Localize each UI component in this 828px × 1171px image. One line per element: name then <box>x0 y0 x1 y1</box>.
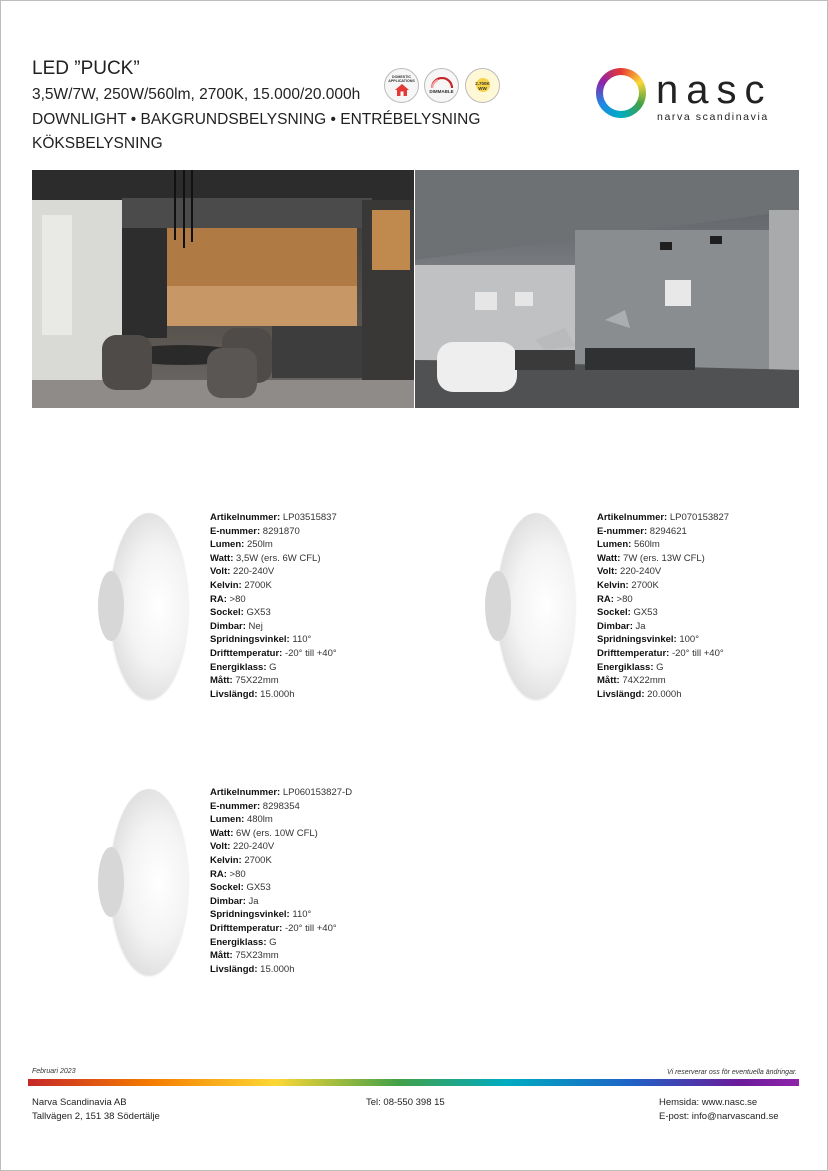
spec-value: 7W (ers. 13W CFL) <box>623 552 705 564</box>
publication-date: Februari 2023 <box>32 1068 76 1075</box>
spec-row <box>210 552 337 566</box>
spec-row <box>210 620 337 634</box>
spec-value: GX53 <box>633 607 658 619</box>
logo-subtitle: narva scandinavia <box>657 111 769 123</box>
spec-value: 75X23mm <box>235 950 279 962</box>
spec-row <box>597 538 729 552</box>
spec-value: 8291870 <box>262 525 300 537</box>
spec-value: >80 <box>229 868 246 880</box>
spec-row <box>210 593 337 607</box>
spec-key: Kelvin: <box>210 579 242 591</box>
spec-value: 560lm <box>633 539 660 551</box>
spec-key: Livslängd: <box>210 963 258 975</box>
spec-row <box>210 661 337 675</box>
website-link[interactable]: Hemsida: www.nasc.se <box>659 1097 758 1108</box>
contact-links <box>659 1096 778 1124</box>
spec-key: Sockel: <box>210 607 244 619</box>
spec-key: Drifttemperatur: <box>597 647 670 659</box>
spec-value: G <box>269 661 277 673</box>
product-spec-list <box>210 511 337 701</box>
kitchen-illustration <box>32 170 414 408</box>
led-puck-product-image <box>110 513 188 699</box>
spec-value: LP070153827 <box>669 512 730 523</box>
spec-row <box>210 908 352 922</box>
product-spec-list <box>210 786 352 976</box>
spec-row <box>210 936 352 950</box>
spec-value: LP03515837 <box>282 512 337 523</box>
spec-key: Livslängd: <box>210 688 258 700</box>
spec-value: Ja <box>248 895 259 907</box>
page-title: LED ”PUCK” <box>32 58 140 79</box>
spec-key: Mått: <box>210 675 233 687</box>
spec-key: RA: <box>210 593 227 605</box>
spec-row <box>210 854 352 868</box>
living-room-illustration <box>415 170 799 408</box>
spec-row <box>210 881 352 895</box>
warm-white-badge <box>465 68 500 103</box>
spec-key: Volt: <box>597 566 618 578</box>
spec-row <box>210 963 352 977</box>
spec-key: Watt: <box>597 552 621 564</box>
spec-row <box>210 538 337 552</box>
spec-key: Kelvin: <box>597 579 629 591</box>
dimmable-badge <box>424 68 459 103</box>
spec-key: Spridningsvinkel: <box>210 909 290 921</box>
spec-key: Livslängd: <box>597 688 645 700</box>
spec-value: 8294621 <box>649 525 687 537</box>
spec-key: Watt: <box>210 827 234 839</box>
spec-value: 250lm <box>246 539 273 551</box>
living-room-photo <box>415 170 799 408</box>
spec-value: 2700K <box>631 579 659 591</box>
spec-key: RA: <box>210 868 227 880</box>
spec-key: Lumen: <box>210 814 245 826</box>
spec-key: Watt: <box>210 552 234 564</box>
street-address: Tallvägen 2, 151 38 Södertälje <box>32 1111 160 1122</box>
badge-label: DIMMABLE <box>429 89 454 94</box>
spec-row <box>210 895 352 909</box>
spec-row <box>210 800 352 814</box>
spec-row <box>597 661 729 675</box>
spec-value: 110° <box>292 634 312 646</box>
spec-key: Lumen: <box>597 539 632 551</box>
spec-value: G <box>269 936 277 948</box>
spec-key: Volt: <box>210 566 231 578</box>
spec-value: 8298354 <box>262 800 300 812</box>
spec-row <box>210 633 337 647</box>
spec-value: -20° till +40° <box>284 922 337 934</box>
spec-value: 220-240V <box>233 566 275 578</box>
spec-value: 100° <box>679 634 700 646</box>
spec-key: Energiklass: <box>597 661 654 673</box>
spec-value: Ja <box>635 620 646 632</box>
spec-key: Mått: <box>597 675 620 687</box>
spec-value: G <box>656 661 664 673</box>
spec-value: GX53 <box>246 607 271 619</box>
spec-row <box>210 525 337 539</box>
led-puck-product-image <box>110 789 188 975</box>
spec-row <box>597 633 729 647</box>
spec-value: >80 <box>229 593 246 605</box>
rainbow-divider <box>28 1079 799 1086</box>
spec-key: Energiklass: <box>210 661 267 673</box>
logo-wordmark: nasc <box>656 68 773 112</box>
spec-row <box>597 688 729 702</box>
product-spec-list <box>597 511 729 701</box>
dimmable-icon <box>430 77 454 89</box>
page-subtitle: 3,5W/7W, 250W/560lm, 2700K, 15.000/20.000h <box>32 86 361 103</box>
spec-row <box>210 949 352 963</box>
spec-value: 15.000h <box>260 688 295 700</box>
logo-ring-icon <box>596 68 646 118</box>
spec-key: Drifttemperatur: <box>210 922 283 934</box>
spec-row <box>210 813 352 827</box>
spec-row <box>210 922 352 936</box>
spec-value: 74X22mm <box>622 675 666 687</box>
disclaimer: Vi reserverar oss för eventuella ändringar. <box>667 1069 797 1076</box>
spec-row <box>597 606 729 620</box>
spec-key: Dimbar: <box>597 620 633 632</box>
spec-value: 2700K <box>244 579 272 591</box>
spec-value: -20° till +40° <box>671 647 724 659</box>
spec-key: E-nummer: <box>210 800 261 812</box>
spec-key: Sockel: <box>210 882 244 894</box>
spec-key: Spridningsvinkel: <box>210 634 290 646</box>
spec-row <box>210 868 352 882</box>
spec-row <box>210 647 337 661</box>
spec-key: Kelvin: <box>210 854 242 866</box>
spec-row <box>597 565 729 579</box>
spec-value: Nej <box>248 620 263 632</box>
spec-row <box>210 579 337 593</box>
company-address <box>32 1096 160 1124</box>
badge-label: 2.700K WW <box>475 80 490 91</box>
spec-value: LP060153827-D <box>282 787 353 798</box>
spec-row <box>597 620 729 634</box>
spec-value: GX53 <box>246 882 271 894</box>
spec-value: 110° <box>292 909 312 921</box>
spec-key: E-nummer: <box>597 525 648 537</box>
spec-row <box>597 511 729 525</box>
spec-key: Spridningsvinkel: <box>597 634 677 646</box>
spec-row <box>210 786 352 800</box>
house-icon <box>394 83 410 97</box>
spec-key: Lumen: <box>210 539 245 551</box>
domestic-applications-badge <box>384 68 419 103</box>
spec-key: Artikelnummer: <box>597 512 668 523</box>
tagline-kitchen: KÖKSBELYSNING <box>32 135 163 152</box>
spec-row <box>597 552 729 566</box>
email-link[interactable]: E-post: info@narvascand.se <box>659 1111 779 1122</box>
spec-key: Volt: <box>210 841 231 853</box>
spec-row <box>210 511 337 525</box>
spec-row <box>597 579 729 593</box>
nasc-logo <box>596 68 801 124</box>
spec-key: Dimbar: <box>210 895 246 907</box>
kitchen-photo <box>32 170 414 408</box>
spec-value: >80 <box>616 593 633 605</box>
spec-value: 75X22mm <box>235 675 279 687</box>
spec-row <box>597 525 729 539</box>
spec-value: -20° till +40° <box>284 647 337 659</box>
spec-key: Energiklass: <box>210 936 267 948</box>
spec-value: 480lm <box>246 814 273 826</box>
spec-key: E-nummer: <box>210 525 261 537</box>
telephone: Tel: 08-550 398 15 <box>366 1097 445 1108</box>
spec-row <box>597 593 729 607</box>
spec-row <box>210 840 352 854</box>
spec-key: Artikelnummer: <box>210 512 281 523</box>
spec-value: 2700K <box>244 854 272 866</box>
spec-key: RA: <box>597 593 614 605</box>
spec-key: Sockel: <box>597 607 631 619</box>
spec-row <box>210 674 337 688</box>
spec-row <box>210 606 337 620</box>
spec-value: 3,5W (ers. 6W CFL) <box>236 552 321 564</box>
tagline-applications: DOWNLIGHT • BAKGRUNDSBELYSNING • ENTRÉBELYSNING <box>32 111 481 128</box>
spec-row <box>210 827 352 841</box>
spec-row <box>597 674 729 688</box>
badge-label: DOMESTIC APPLICATIONS <box>388 74 415 83</box>
led-puck-product-image <box>497 513 575 699</box>
spec-key: Artikelnummer: <box>210 787 281 798</box>
spec-key: Drifttemperatur: <box>210 647 283 659</box>
spec-value: 220-240V <box>620 566 662 578</box>
spec-row <box>210 688 337 702</box>
spec-value: 20.000h <box>647 688 682 700</box>
spec-key: Mått: <box>210 950 233 962</box>
spec-value: 6W (ers. 10W CFL) <box>236 827 318 839</box>
spec-key: Dimbar: <box>210 620 246 632</box>
company-name: Narva Scandinavia AB <box>32 1097 127 1108</box>
spec-row <box>597 647 729 661</box>
spec-value: 220-240V <box>233 841 275 853</box>
spec-value: 15.000h <box>260 963 295 975</box>
spec-row <box>210 565 337 579</box>
